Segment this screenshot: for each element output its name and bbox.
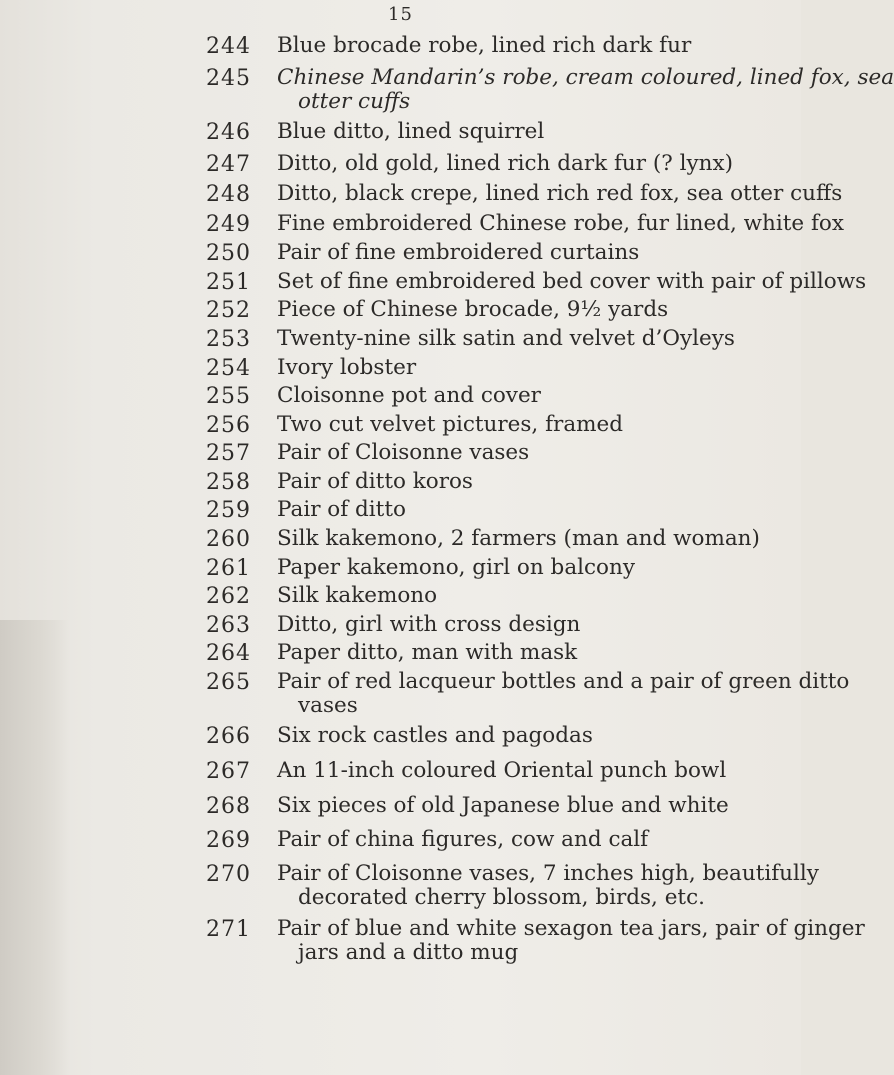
lot-number: 252: [206, 298, 251, 323]
lot-description-line: Pair of red lacqueur bottles and a pair of green ditto: [277, 669, 850, 694]
lot-description: [277, 828, 795, 852]
lot-number: 264: [206, 641, 251, 666]
lot-description: [277, 356, 795, 380]
lot-description-line: An 11-inch coloured Oriental punch bowl: [277, 758, 727, 783]
page-number: 15: [388, 4, 413, 25]
lot-description: [277, 759, 795, 783]
lot-number: 262: [206, 584, 251, 609]
lot-description-line: Set of fine embroidered bed cover with pair of pillows: [277, 269, 867, 294]
lot-number: 270: [206, 862, 251, 887]
lot-number: 267: [206, 759, 251, 784]
lot-number: 249: [206, 212, 251, 237]
lot-number: 254: [206, 356, 251, 381]
lot-number: 246: [206, 120, 251, 145]
lot-description-line: Pair of ditto: [277, 497, 406, 522]
lot-description-line: Six rock castles and pagodas: [277, 723, 593, 748]
lot-description-line: Ditto, black crepe, lined rich red fox, sea otter cuffs: [277, 181, 843, 206]
lot-description: [277, 181, 843, 206]
lot-number: 269: [206, 828, 251, 853]
lot-description: [277, 269, 867, 294]
lot-description: [277, 527, 795, 551]
lot-number: 261: [206, 556, 251, 581]
lot-number: 245: [206, 66, 251, 91]
lot-number: 251: [206, 270, 251, 295]
lot-description: [277, 441, 795, 465]
lot-number: 253: [206, 327, 251, 352]
lot-number: 265: [206, 670, 251, 695]
lot-number: 266: [206, 724, 251, 749]
lot-number: 268: [206, 794, 251, 819]
lot-description-line: Two cut velvet pictures, framed: [277, 412, 624, 437]
lot-description: [277, 327, 795, 351]
lot-number: 259: [206, 498, 251, 523]
lot-description: [277, 861, 819, 910]
lot-description-continuation: jars and a ditto mug: [298, 940, 519, 965]
lot-description-line: Ditto, girl with cross design: [277, 612, 581, 637]
lot-description-line: Paper kakemono, girl on balcony: [277, 555, 635, 580]
lot-description-line: Blue ditto, lined squirrel: [277, 119, 545, 144]
lot-number: 271: [206, 917, 251, 942]
lot-description-line: Pair of blue and white sexagon tea jars, pair of ginger: [277, 916, 865, 941]
lot-description: [277, 65, 894, 114]
lot-description: [277, 641, 795, 665]
lot-description: [277, 413, 795, 437]
lot-description: [277, 724, 795, 748]
lot-description-line: Pair of Cloisonne vases: [277, 440, 530, 465]
lot-description-continuation: vases: [298, 693, 358, 718]
lot-description: [277, 298, 795, 322]
lot-description: [277, 613, 795, 637]
lot-description: [277, 120, 795, 144]
lot-description-line: Pair of fine embroidered curtains: [277, 240, 640, 265]
lot-description-line: Ivory lobster: [277, 355, 417, 380]
lot-description: [277, 384, 795, 408]
lot-description: [277, 916, 865, 965]
lot-description: [277, 211, 844, 236]
lot-number: 255: [206, 384, 251, 409]
lot-description-continuation: decorated cherry blossom, birds, etc.: [298, 885, 705, 910]
lot-number: 248: [206, 182, 251, 207]
lot-description-continuation: otter cuffs: [298, 89, 411, 114]
lot-description: [277, 556, 795, 580]
lot-number: 256: [206, 413, 251, 438]
lot-description: [277, 241, 795, 265]
lot-description: [277, 498, 795, 522]
lot-number: 244: [206, 34, 251, 59]
lot-number: 250: [206, 241, 251, 266]
lot-description-line: Pair of Cloisonne vases, 7 inches high, beautifully: [277, 861, 819, 886]
lot-number: 260: [206, 527, 251, 552]
lot-description-line: Twenty-nine silk satin and velvet d’Oyleys: [277, 326, 735, 351]
lot-description-line: Ditto, old gold, lined rich dark fur (? lynx): [277, 151, 734, 176]
lot-number: 258: [206, 470, 251, 495]
lot-description: [277, 152, 795, 176]
lot-description-line: Cloisonne pot and cover: [277, 383, 541, 408]
lot-description-line: Silk kakemono, 2 farmers (man and woman): [277, 526, 760, 551]
lot-description-line: Paper ditto, man with mask: [277, 640, 578, 665]
lot-description: [277, 470, 795, 494]
lot-description-line: Piece of Chinese brocade, 9½ yards: [277, 297, 669, 322]
lot-description: [277, 584, 795, 608]
lot-description-line: Pair of china figures, cow and calf: [277, 827, 649, 852]
lot-description-line: Fine embroidered Chinese robe, fur lined, white fox: [277, 211, 844, 236]
lot-description-line: Chinese Mandarin’s robe, cream coloured, lined fox, sea: [277, 65, 894, 90]
lot-description: [277, 34, 795, 58]
lot-description-line: Six pieces of old Japanese blue and white: [277, 793, 729, 818]
lot-description-line: Silk kakemono: [277, 583, 438, 608]
lot-number: 257: [206, 441, 251, 466]
lot-description: [277, 669, 850, 718]
lot-description: [277, 794, 795, 818]
lot-description-line: Blue brocade robe, lined rich dark fur: [277, 33, 692, 58]
lot-number: 263: [206, 613, 251, 638]
lot-description-line: Pair of ditto koros: [277, 469, 473, 494]
lot-number: 247: [206, 152, 251, 177]
